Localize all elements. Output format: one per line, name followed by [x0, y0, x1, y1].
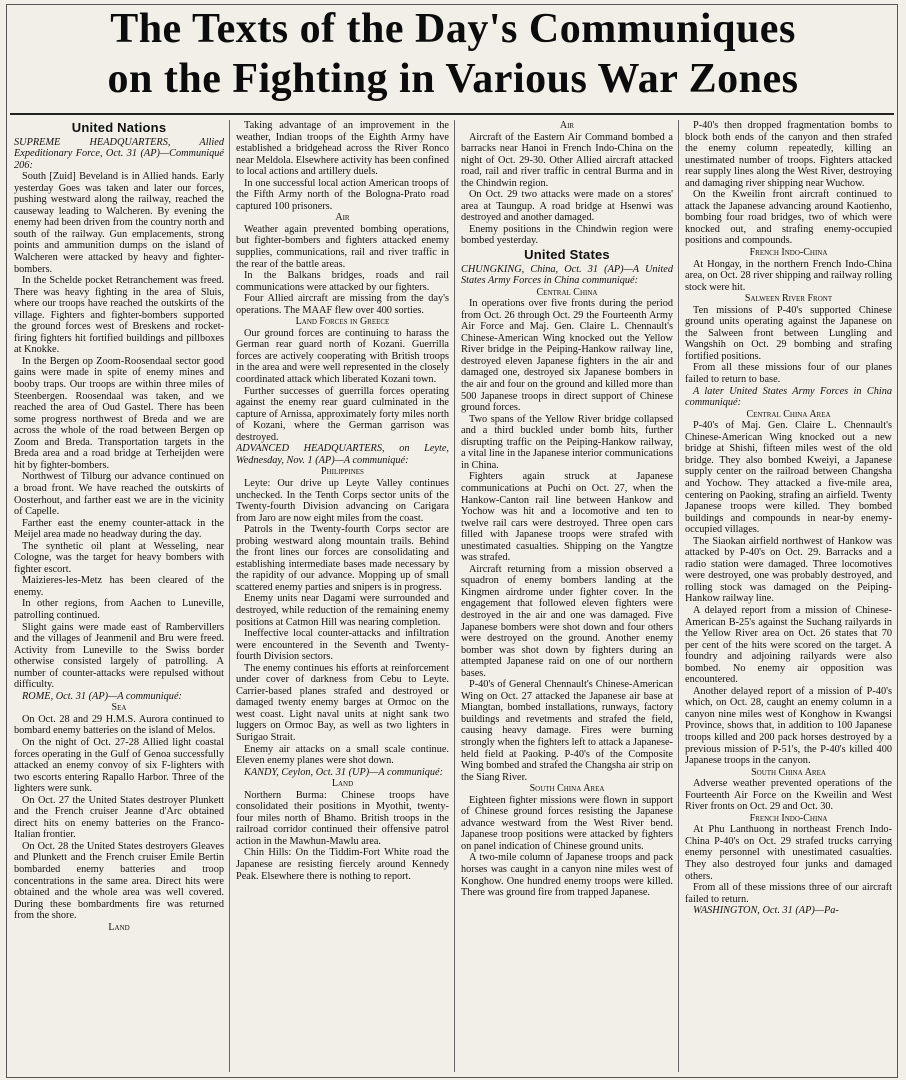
paragraph: Eighteen fighter missions were flown in support of Chinese ground forces resisting the Japanese advance westward from the West River bend. Japanese troop positions were attacked by fighters on panel indication of Chinese ground units. — [461, 794, 673, 852]
paragraph: A two-mile column of Japanese troops and pack horses was caught in a canyon nine miles west of Konghow. One hundred enemy troops were killed. There was ground fire from trapped Japanese. — [461, 852, 673, 899]
column-rule-2 — [454, 120, 455, 1072]
section-heading: United Nations — [71, 120, 167, 135]
column-rule-1 — [229, 120, 230, 1072]
paragraph: In operations over five fronts during the period from Oct. 26 through Oct. 29 the Fourteenth Army Air Force and Maj. Gen. Claire L. Chennault's Chinese-American Wing knocked out the Yellow River bridge in the Peiping-Hankow railway line, destroyed eleven Japanese fighters in the air and damaged one, destroyed six Japanese bombers in the air and four on the ground and killed more than 500 Japanese troops in direct support of Chinese ground forces. — [461, 298, 673, 414]
paragraph: At Phu Lanthuong in northeast French Indo-China P-40's on Oct. 29 strafed trucks carrying enemy personnel with unestimated casualties. They also destroyed four junks and damaged others. — [685, 824, 892, 882]
paragraph: Two spans of the Yellow River bridge collapsed and a third buckled under bomb hits, further disrupting traffic on the Peiping-Hankow railway, a vital line in the Japanese interior communications in China. — [461, 413, 673, 471]
paragraph: Leyte: Our drive up Leyte Valley continues unchecked. In the Tenth Corps sector units of the Twenty-fourth Division advancing on Carigara from Jaro are now eight miles from the coast. — [236, 477, 449, 524]
paragraph: In other regions, from Aachen to Luneville, patrolling continued. — [14, 598, 224, 621]
column-rule-3 — [678, 120, 679, 1072]
column-1 — [14, 120, 224, 1072]
dateline: SUPREME HEADQUARTERS, Allied Expeditionary Force, Oct. 31 (AP)—Communiqué 206: — [14, 136, 224, 171]
paragraph: Ten missions of P-40's supported Chinese ground units operating against the Japanese on the Salween front between Lungling and Wangshih on Oct. 29 bombing and strafing fortified positions. — [685, 304, 892, 362]
subheading: South China Area — [751, 766, 826, 778]
paragraph: On the Kweilin front aircraft continued to attack the Japanese advancing around Kaotienho, bombing four road bridges, two of which were knocked out, and strafing enemy-occupied positions and compounds. — [685, 189, 892, 247]
paragraph: Another delayed report of a mission of P-40's which, on Oct. 28, caught an enemy column in a canyon nine miles west of Konghow in Kwangsi Province, shows that, in addition to 100 Japanese troops killed and 200 pack horses destroyed by a previous mission of P-51's, the P-40's killed 400 Japanese troops in the canyon. — [685, 685, 892, 767]
headline-rule — [10, 113, 894, 115]
paragraph: From all of these missions three of our aircraft failed to return. — [685, 882, 892, 905]
dateline: ADVANCED HEADQUARTERS, on Leyte, Wednesday, Nov. 1 (AP)—A communiqué: — [236, 443, 449, 466]
paragraph: In the Schelde pocket Retranchement was freed. There was heavy fighting in the area of Sluis, where our troops have reached the outskirts of the village. Fighters and fighter-bombers supported the ground forces west of Breskens and rocket-firing fighters hit fortified buildings and pillboxes at Knokke. — [14, 275, 224, 356]
section-heading: United States — [524, 247, 610, 263]
paragraph: The synthetic oil plant at Wesseling, near Cologne, was the target for heavy bombers with fighter escort. — [14, 540, 224, 575]
subheading: Land Forces in Greece — [295, 316, 390, 328]
paragraph: Chin Hills: On the Tiddim-Fort White road the Japanese are resisting fiercely around Kennedy Peak. Elsewhere there is nothing to report. — [236, 847, 449, 882]
paragraph: Taking advantage of an improvement in the weather, Indian troops of the Eighth Army have established a bridgehead across the River Ronco near Meldola. Elsewhere activity has been confined to local actions and artillery duels. — [236, 120, 449, 178]
subheading: Sea — [111, 702, 127, 714]
paragraph: A delayed report from a mission of Chinese-American B-25's against the Suchang railyards in the Yellow River area on Oct. 26 states that 70 per cent of the hits were scored on the target. A foundry and adjoining railyards were also bombed. No enemy air opposition was encountered. — [685, 604, 892, 686]
subheading: Land — [331, 778, 354, 790]
paragraph: The Siaokan airfield northwest of Hankow was attacked by P-40's on Oct. 29. Barracks and a radio station were damaged. Three locomotives were destroyed, one was probably destroyed, and rolling stock was damaged on the Peiping-Hankow railway line. — [685, 535, 892, 605]
paragraph: On Oct. 27 the United States destroyer Plunkett and the French cruiser Jeanne d'Arc obtained direct hits on enemy batteries on the Franco-Italian frontier. — [14, 794, 224, 841]
paragraph: Adverse weather prevented operations of the Fourteenth Air Force on the Kweilin and West River fronts on Oct. 29 and Oct. 30. — [685, 778, 892, 813]
paragraph: In the Bergen op Zoom-Roosendaal sector good gains were made in spite of enemy mines and booby traps. Our troops are within three miles of Steenbergen. Roosendaal was taken, and we reached the area of Oud Gastel. There has been some progress northwest of Breda and we are across the whole of the road between Bergen op Zoom and Breda. Transportation targets in the Breda area and a road bridge at Terheijden were hit by fighter-bombers. — [14, 355, 224, 471]
subheading: Salween River Front — [744, 293, 833, 305]
paragraph: P-40's of General Chennault's Chinese-American Wing on Oct. 27 attacked the Japanese air base at Miangtan, bombed installations, runways, factory buildings and revetments and strafed the field, causing heavy damage. Fires were burning strongly when the fighters left to attack a Japanese-held field at Paoking. P-40's of the Composite Wing bombed and strafed the Changsha air strip on the Siang River. — [461, 679, 673, 783]
dateline: WASHINGTON, Oct. 31 (AP)—Pa- — [693, 905, 839, 917]
paragraph: In one successful local action American troops of the Fifth Army north of the Bologna-Prato road captured 100 prisoners. — [236, 177, 449, 212]
subheading: Philippines — [321, 466, 364, 478]
paragraph: On the night of Oct. 27-28 Allied light coastal forces operating in the Gulf of Genoa successfully attacked an enemy convoy of six F-lighters with two escorts entering Rapallo Harbor. Three of the lighters were sunk. — [14, 736, 224, 795]
paragraph: Four Allied aircraft are missing from the day's operations. The MAAF flew over 400 sorties. — [236, 293, 449, 316]
headline-line-1: The Texts of the Day's Communiques — [110, 6, 796, 52]
paragraph: Farther east the enemy counter-attack in the Meijel area made no headway during the day. — [14, 517, 224, 541]
subheading: Air — [559, 120, 575, 131]
paragraph: Ineffective local counter-attacks and infiltration were encountered in the Seventh and Twenty-fourth Division sectors. — [236, 628, 449, 663]
paragraph: Fighters again struck at Japanese communications at Puchi on Oct. 27, when the Hankow-Canton rail line between Hankow and Yochow was hit and a locomotive and ten to twelve rail cars were destroyed. Three open cars filled with Japanese troops were strafed with unestimated casualties. Shipping on the Yangtze was strafed. — [461, 471, 673, 564]
paragraph: South [Zuid] Beveland is in Allied hands. Early yesterday Goes was taken and later our forces, pushing westward along the railway, reached the causeway leading to Walcheren. By evening the enemy had been driven from the country north and south of the railway. Gun emplacements, strong points and ammunition dumps on the island of Walcheren were attacked by heavy and fighter-bombers. — [14, 171, 224, 275]
subheading: South China Area — [529, 783, 605, 795]
paragraph: Weather again prevented bombing operations, but fighter-bombers and fighters attacked enemy supplies, communications, rail and river traffic in the rear of the battle areas. — [236, 223, 449, 270]
paragraph: P-40's then dropped fragmentation bombs to block both ends of the canyon and then strafed the enemy column repeatedly, killing an unestimated number of troops. Fighters attacked rear supply lines along the West River, destroying and damaging river shipping near Wuchow. — [685, 120, 892, 189]
paragraph: Enemy units near Dagami were surrounded and destroyed, while reduction of the remaining enemy positions at Catmon Hill was nearing completion. — [236, 593, 449, 628]
paragraph: Aircraft returning from a mission observed a squadron of enemy bombers landing at the Kingmen airdrome under fighter cover. In the engagement that followed eleven fighters were destroyed in the air and one was damaged. Five Japanese bombers were shot down and four others were destroyed on the ground. Another enemy bomber was shot down by fighters during an attempted Japanese raid on one of our northern bases. — [461, 563, 673, 679]
paragraph: On Oct. 28 the United States destroyers Gleaves and Plunkett and the French cruiser Emile Bertin bombarded enemy batteries and troop concentrations in the same area. Direct hits were obtained and the whole area was well covered. During these bombardments fire was returned from the shore. — [14, 840, 224, 922]
paragraph: In the Balkans bridges, roads and rail communications were attacked by our fighters. — [236, 270, 449, 293]
headline — [0, 4, 906, 112]
paragraph: At Hongay, in the northern French Indo-China area, on Oct. 28 river shipping and railway rolling stock were hit. — [685, 258, 892, 293]
subheading: Central China — [536, 286, 598, 298]
column-3 — [461, 120, 673, 1072]
subheading: Central China Area — [746, 408, 831, 420]
dateline: A later United States Army Forces in China communiqué: — [685, 385, 892, 409]
dateline: KANDY, Ceylon, Oct. 31 (UP)—A communiqué: — [244, 766, 444, 778]
paragraph: Northwest of Tilburg our advance continued on a broad front. We have reached the outskirts of Oosterhout, and farther east we are in the vicinity of Capelle. — [14, 471, 224, 518]
paragraph: From all these missions four of our planes failed to return to base. — [685, 362, 892, 386]
subheading: Air — [335, 212, 350, 224]
headline-line-2: on the Fighting in Various War Zones — [107, 56, 799, 102]
paragraph: Enemy positions in the Chindwin region were bombed yesterday. — [461, 223, 673, 247]
subheading: Land — [108, 921, 130, 933]
dateline: ROME, Oct. 31 (AP)—A communiqué: — [22, 690, 182, 702]
paragraph: Patrols in the Twenty-fourth Corps sector are probing westward along mountain trails. Behind the front lines our forces are consolidating and establishing intermediate bases made necessary by the rapidity of our advance. Mopping up of small scattered enemy parties and snipers is in progress. — [236, 524, 449, 593]
paragraph: Further successes of guerrilla forces operating against the enemy rear guard culminated in the capture of Arnissa, approximately forty miles north of Kozani, where the German garrison was destroyed. — [236, 385, 449, 443]
paragraph: P-40's of Maj. Gen. Claire L. Chennault's Chinese-American Wing knocked out a new bridge at Shishi, fifteen miles west of the old bridge. They also bombed Kweiyi, a Japanese supply center on the railroad between Changsha and Yochow. They attacked a five-mile area, centering on Paoking, strafing an airfield. Twenty Japanese troops were killed. They bombed buildings and compounds in near-by enemy-occupied villages. — [685, 420, 892, 536]
paragraph: Our ground forces are continuing to harass the German rear guard north of Kozani. Guerrilla forces are actively cooperating with British troops in the area and were well represented in the closely coordinated attack which liberated Kozani town. — [236, 327, 449, 386]
column-2 — [236, 120, 449, 1072]
subheading: French Indo-China — [749, 812, 828, 824]
subheading: French Indo-China — [749, 247, 828, 259]
paragraph: Enemy air attacks on a small scale continue. Eleven enemy planes were shot down. — [236, 743, 449, 767]
paragraph: Maizieres-les-Metz has been cleared of the enemy. — [14, 575, 224, 598]
paragraph: Northern Burma: Chinese troops have consolidated their positions in Myothit, twenty-four miles north of Bhamo. British troops in the railroad corridor continued their offensive patrol action in the Mawhun-Mawlu area. — [236, 789, 449, 847]
paragraph: On Oct. 28 and 29 H.M.S. Aurora continued to bombard enemy batteries on the island of Melos. — [14, 713, 224, 737]
paragraph: The enemy continues his efforts at reinforcement under cover of darkness from Cebu to Leyte. Carrier-based planes strafed and destroyed or damaged twenty enemy barges at Ormoc on the west coast. Light naval units at night sank two luggers on Ormoc Bay, as well as two lighters in Surigao Strait. — [236, 662, 449, 743]
dateline: CHUNGKING, China, Oct. 31 (AP)—A United States Army Forces in China communiqué: — [461, 263, 673, 287]
paragraph: On Oct. 29 two attacks were made on a stores' area at Taungup. A road bridge at Hsenwi was destroyed and another damaged. — [461, 189, 673, 224]
column-4 — [685, 120, 892, 1072]
paragraph: Aircraft of the Eastern Air Command bombed a barracks near Hanoi in French Indo-China on the night of Oct. 29-30. Other Allied aircraft attacked road, rail and river traffic in central Burma and in the Chindwin region. — [461, 131, 673, 189]
paragraph: Slight gains were made east of Rambervillers and the villages of Jeanmenil and Bru were freed. Activity from Luneville to the Swiss border otherwise consisted largely of patrolling. A number of counter-attacks were repulsed without difficulty. — [14, 621, 224, 691]
